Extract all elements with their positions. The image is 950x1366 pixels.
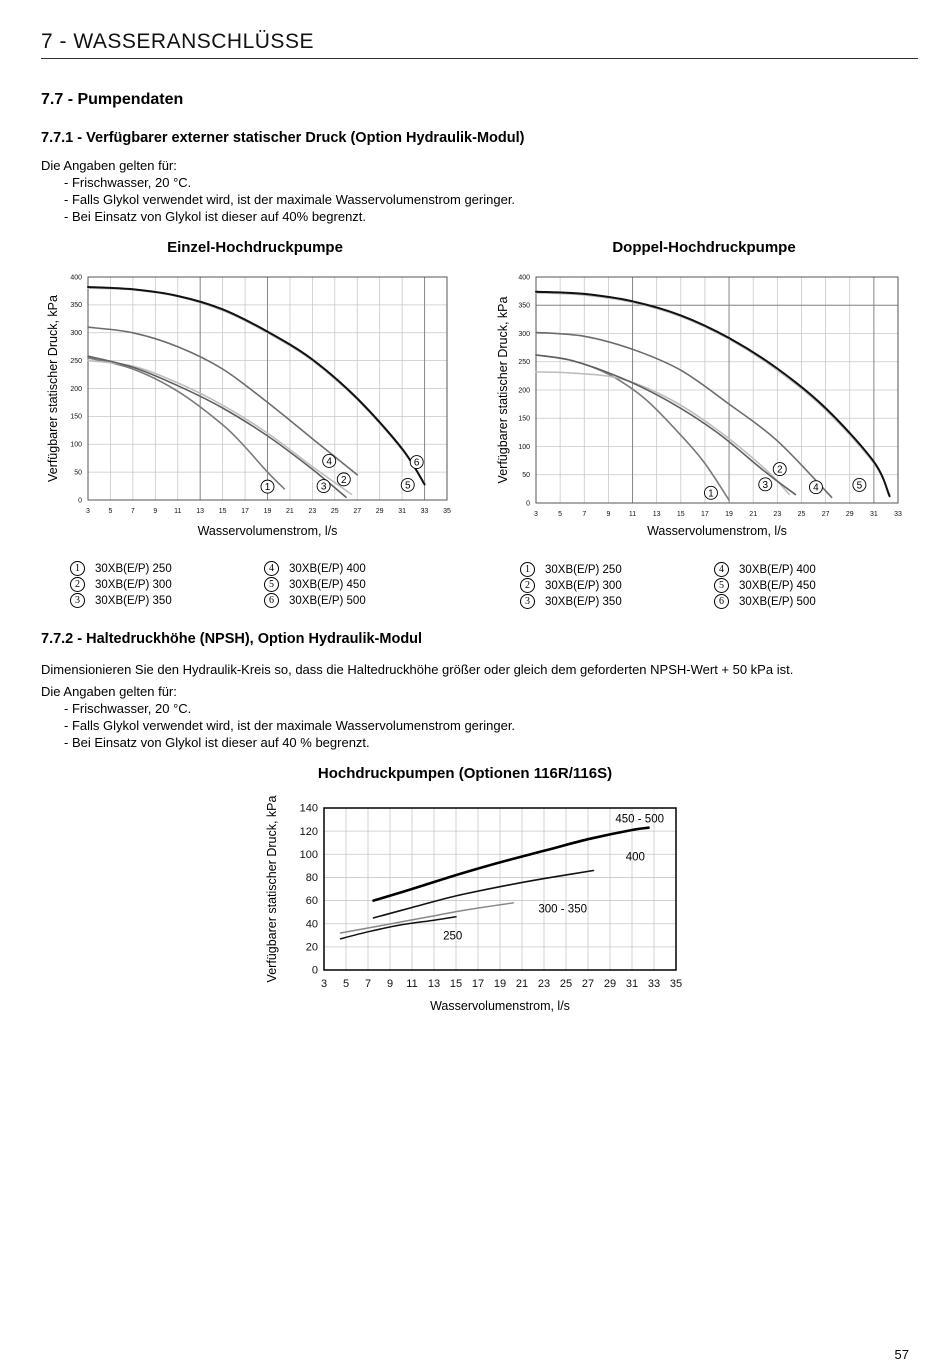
y-tick-label: 200 bbox=[70, 385, 82, 393]
x-tick-label: 13 bbox=[652, 511, 661, 518]
curve-marker-label: 3 bbox=[320, 481, 327, 493]
x-tick-label: 27 bbox=[353, 508, 362, 515]
series-line-1 bbox=[88, 358, 284, 489]
curve-marker-label: 4 bbox=[326, 456, 332, 468]
section-7-7-1-title: 7.7.1 - Verfügbarer externer statischer Druck (Option Hydraulik-Modul) bbox=[41, 130, 525, 146]
legend-label: 30XB(E/P) 350 bbox=[95, 595, 172, 607]
x-tick-label: 35 bbox=[669, 978, 683, 990]
curve-marker-label: 2 bbox=[776, 464, 783, 476]
y-tick-label: 100 bbox=[299, 848, 318, 861]
x-tick-label: 29 bbox=[845, 511, 854, 518]
chart-title-double-pump: Doppel-Hochdruckpumpe bbox=[612, 239, 796, 256]
legend-item bbox=[520, 578, 622, 594]
curve-marker-label: 1 bbox=[264, 482, 271, 494]
x-tick-label: 15 bbox=[218, 508, 227, 515]
x-tick-label: 23 bbox=[773, 511, 782, 518]
y-tick-label: 250 bbox=[70, 357, 82, 365]
legend-double-pump-col-2 bbox=[714, 562, 816, 610]
x-tick-label: 11 bbox=[628, 511, 637, 518]
x-tick-label: 33 bbox=[420, 508, 429, 515]
curve-label: 300 - 350 bbox=[538, 903, 588, 916]
legend-label: 30XB(E/P) 250 bbox=[95, 563, 172, 575]
x-tick-label: 15 bbox=[449, 978, 463, 990]
legend-number: 1 bbox=[520, 562, 535, 577]
bullet-item: - Falls Glykol verwendet wird, ist der maximale Wasservolumenstrom geringer. bbox=[64, 192, 516, 207]
y-tick-label: 400 bbox=[70, 274, 82, 282]
chapter-title: 7 - WASSERANSCHLÜSSE bbox=[41, 30, 314, 53]
y-axis-label: Verfügbarer statischer Druck, kPa bbox=[265, 795, 279, 983]
y-tick-label: 50 bbox=[74, 469, 82, 477]
legend-label: 30XB(E/P) 400 bbox=[289, 563, 366, 575]
legend-number: 2 bbox=[520, 578, 535, 593]
x-tick-label: 17 bbox=[701, 511, 709, 518]
section-7-7-2-text bbox=[41, 683, 921, 751]
y-tick-label: 0 bbox=[526, 500, 530, 508]
legend-single-pump-col-1 bbox=[70, 561, 172, 609]
x-tick-label: 19 bbox=[725, 511, 733, 518]
y-tick-label: 40 bbox=[305, 918, 318, 931]
legend-number: 2 bbox=[70, 577, 85, 592]
x-tick-label: 19 bbox=[263, 508, 272, 515]
curve-label: 400 bbox=[625, 851, 645, 864]
x-tick-label: 21 bbox=[515, 978, 529, 990]
x-tick-label: 31 bbox=[869, 511, 878, 518]
legend-item bbox=[264, 561, 366, 577]
x-axis-label: Wasservolumenstrom, l/s bbox=[430, 999, 570, 1013]
x-tick-label: 27 bbox=[581, 978, 595, 990]
x-tick-label: 21 bbox=[749, 511, 758, 518]
series-line-300-350 bbox=[341, 903, 514, 933]
chapter-divider bbox=[41, 58, 918, 59]
page-number: 57 bbox=[894, 1347, 909, 1362]
legend-item bbox=[264, 593, 366, 609]
x-tick-label: 5 bbox=[558, 511, 563, 518]
y-tick-label: 80 bbox=[305, 872, 318, 885]
x-tick-label: 27 bbox=[821, 511, 830, 518]
x-tick-label: 31 bbox=[625, 978, 639, 990]
section-7-7-title: 7.7 - Pumpendaten bbox=[41, 91, 184, 108]
x-tick-label: 7 bbox=[364, 978, 372, 990]
section-7-7-2-paragraph: Dimensionieren Sie den Hydraulik-Kreis so, dass die Haltedruckhöhe größer oder gleich dem geforderten NPSH-Wert + 50 kPa ist. bbox=[41, 662, 794, 677]
bullet-item: - Falls Glykol verwendet wird, ist der maximale Wasservolumenstrom geringer. bbox=[64, 718, 516, 733]
bullet-item: - Frischwasser, 20 °C. bbox=[64, 701, 192, 716]
bullet-item: - Bei Einsatz von Glykol ist dieser auf 40% begrenzt. bbox=[64, 209, 367, 224]
curve-marker-label: 1 bbox=[708, 488, 714, 500]
chart-title-single-pump: Einzel-Hochdruckpumpe bbox=[167, 239, 343, 256]
series-line-450-500 bbox=[374, 828, 649, 901]
y-tick-label: 350 bbox=[518, 302, 530, 310]
x-tick-label: 35 bbox=[443, 508, 451, 515]
legend-label: 30XB(E/P) 500 bbox=[289, 595, 366, 607]
legend-label: 30XB(E/P) 450 bbox=[739, 580, 816, 592]
x-axis-label: Wasservolumenstrom, l/s bbox=[647, 524, 787, 538]
y-tick-label: 20 bbox=[305, 941, 318, 954]
y-tick-label: 0 bbox=[78, 497, 82, 505]
legend-label: 30XB(E/P) 300 bbox=[95, 579, 172, 591]
chart-grid bbox=[536, 277, 898, 503]
x-axis-label: Wasservolumenstrom, l/s bbox=[197, 524, 338, 538]
series-line-4 bbox=[536, 332, 832, 500]
series-line-6 bbox=[88, 287, 425, 484]
x-tick-label: 21 bbox=[286, 508, 294, 515]
legend-number: 5 bbox=[264, 577, 279, 592]
legend-number: 1 bbox=[70, 561, 85, 576]
curve-marker-label: 6 bbox=[413, 457, 420, 469]
curve-marker-label: 5 bbox=[856, 480, 863, 492]
legend-label: 30XB(E/P) 400 bbox=[739, 564, 816, 576]
y-tick-label: 250 bbox=[518, 359, 530, 367]
legend-number: 4 bbox=[714, 562, 729, 577]
legend-item bbox=[520, 562, 622, 578]
x-tick-label: 11 bbox=[174, 508, 182, 515]
series-line-3 bbox=[88, 356, 346, 497]
y-tick-label: 140 bbox=[299, 802, 318, 815]
legend-number: 6 bbox=[264, 593, 279, 608]
section-7-7-1-text bbox=[41, 157, 921, 225]
y-tick-label: 300 bbox=[518, 330, 530, 338]
curve-marker-label: 3 bbox=[762, 479, 769, 491]
chart-single-pump bbox=[40, 265, 470, 543]
x-tick-label: 25 bbox=[559, 978, 573, 990]
x-tick-label: 17 bbox=[241, 508, 249, 515]
y-axis-label: Verfügbarer statischer Druck, kPa bbox=[496, 296, 510, 484]
y-tick-label: 300 bbox=[70, 330, 82, 338]
y-tick-label: 60 bbox=[305, 895, 318, 908]
legend-label: 30XB(E/P) 300 bbox=[545, 580, 622, 592]
curve-label: 250 bbox=[443, 930, 463, 943]
legend-item bbox=[714, 562, 816, 578]
x-tick-label: 17 bbox=[471, 978, 485, 990]
legend-number: 6 bbox=[714, 594, 729, 609]
legend-label: 30XB(E/P) 500 bbox=[739, 596, 816, 608]
y-tick-label: 100 bbox=[70, 441, 82, 449]
x-tick-label: 13 bbox=[196, 508, 205, 515]
chart-title-npsh: Hochdruckpumpen (Optionen 116R/116S) bbox=[317, 765, 613, 782]
series-line-6 bbox=[536, 292, 890, 500]
legend-item bbox=[264, 577, 366, 593]
legend-item bbox=[70, 577, 172, 593]
x-tick-label: 7 bbox=[130, 508, 135, 515]
x-tick-label: 5 bbox=[342, 978, 350, 990]
legend-double-pump-col-1 bbox=[520, 562, 622, 610]
series-line-250 bbox=[341, 917, 457, 939]
x-tick-label: 25 bbox=[797, 511, 806, 518]
x-tick-label: 15 bbox=[676, 511, 685, 518]
x-tick-label: 11 bbox=[406, 978, 418, 990]
x-tick-label: 3 bbox=[86, 508, 90, 515]
intro-text: Die Angaben gelten für: bbox=[41, 684, 177, 699]
section-7-7-2-title: 7.7.2 - Haltedruckhöhe (NPSH), Option Hydraulik-Modul bbox=[41, 631, 423, 647]
x-tick-label: 3 bbox=[534, 511, 538, 518]
legend-number: 5 bbox=[714, 578, 729, 593]
legend-item bbox=[70, 593, 172, 609]
y-tick-label: 350 bbox=[70, 302, 82, 310]
legend-item bbox=[520, 594, 622, 610]
x-tick-label: 9 bbox=[606, 511, 611, 518]
y-tick-label: 150 bbox=[70, 413, 82, 421]
curve-marker-label: 5 bbox=[404, 480, 411, 492]
x-tick-label: 5 bbox=[108, 508, 113, 515]
y-tick-label: 200 bbox=[518, 387, 530, 395]
legend-item bbox=[714, 578, 816, 594]
x-tick-label: 7 bbox=[582, 511, 587, 518]
legend-label: 30XB(E/P) 450 bbox=[289, 579, 366, 591]
intro-text: Die Angaben gelten für: bbox=[41, 158, 177, 173]
x-tick-label: 13 bbox=[427, 978, 441, 990]
x-tick-label: 33 bbox=[894, 511, 902, 518]
x-tick-label: 29 bbox=[603, 978, 617, 990]
series-line-5 bbox=[536, 293, 890, 495]
x-tick-label: 19 bbox=[493, 978, 507, 990]
x-tick-label: 33 bbox=[647, 978, 661, 990]
x-tick-label: 23 bbox=[308, 508, 317, 515]
legend-label: 30XB(E/P) 350 bbox=[545, 596, 622, 608]
y-axis-label: Verfügbarer statischer Druck, kPa bbox=[46, 295, 60, 482]
y-tick-label: 150 bbox=[518, 415, 530, 423]
series-line-5 bbox=[88, 288, 425, 483]
x-tick-label: 29 bbox=[375, 508, 384, 515]
curve-marker-label: 2 bbox=[341, 474, 347, 486]
legend-number: 4 bbox=[264, 561, 279, 576]
y-tick-label: 0 bbox=[311, 964, 318, 977]
y-tick-label: 120 bbox=[299, 825, 318, 838]
legend-number: 3 bbox=[520, 594, 535, 609]
curve-marker-label: 4 bbox=[813, 482, 819, 494]
legend-single-pump-col-2 bbox=[264, 561, 366, 609]
y-tick-label: 50 bbox=[522, 472, 530, 480]
x-tick-label: 3 bbox=[320, 978, 328, 990]
x-tick-label: 9 bbox=[153, 508, 158, 515]
bullet-item: - Bei Einsatz von Glykol ist dieser auf 40 % begrenzt. bbox=[64, 735, 370, 750]
legend-label: 30XB(E/P) 250 bbox=[545, 564, 622, 576]
legend-number: 3 bbox=[70, 593, 85, 608]
x-tick-label: 31 bbox=[398, 508, 407, 515]
chart-double-pump bbox=[490, 265, 920, 543]
y-tick-label: 400 bbox=[518, 274, 530, 282]
legend-item bbox=[714, 594, 816, 610]
bullet-item: - Frischwasser, 20 °C. bbox=[64, 175, 192, 190]
x-tick-label: 25 bbox=[330, 508, 339, 515]
x-tick-label: 23 bbox=[537, 978, 551, 990]
x-tick-label: 9 bbox=[386, 978, 394, 990]
y-tick-label: 100 bbox=[518, 443, 530, 451]
legend-item bbox=[70, 561, 172, 577]
curve-label: 450 - 500 bbox=[615, 813, 665, 826]
chart-npsh bbox=[260, 795, 700, 1020]
